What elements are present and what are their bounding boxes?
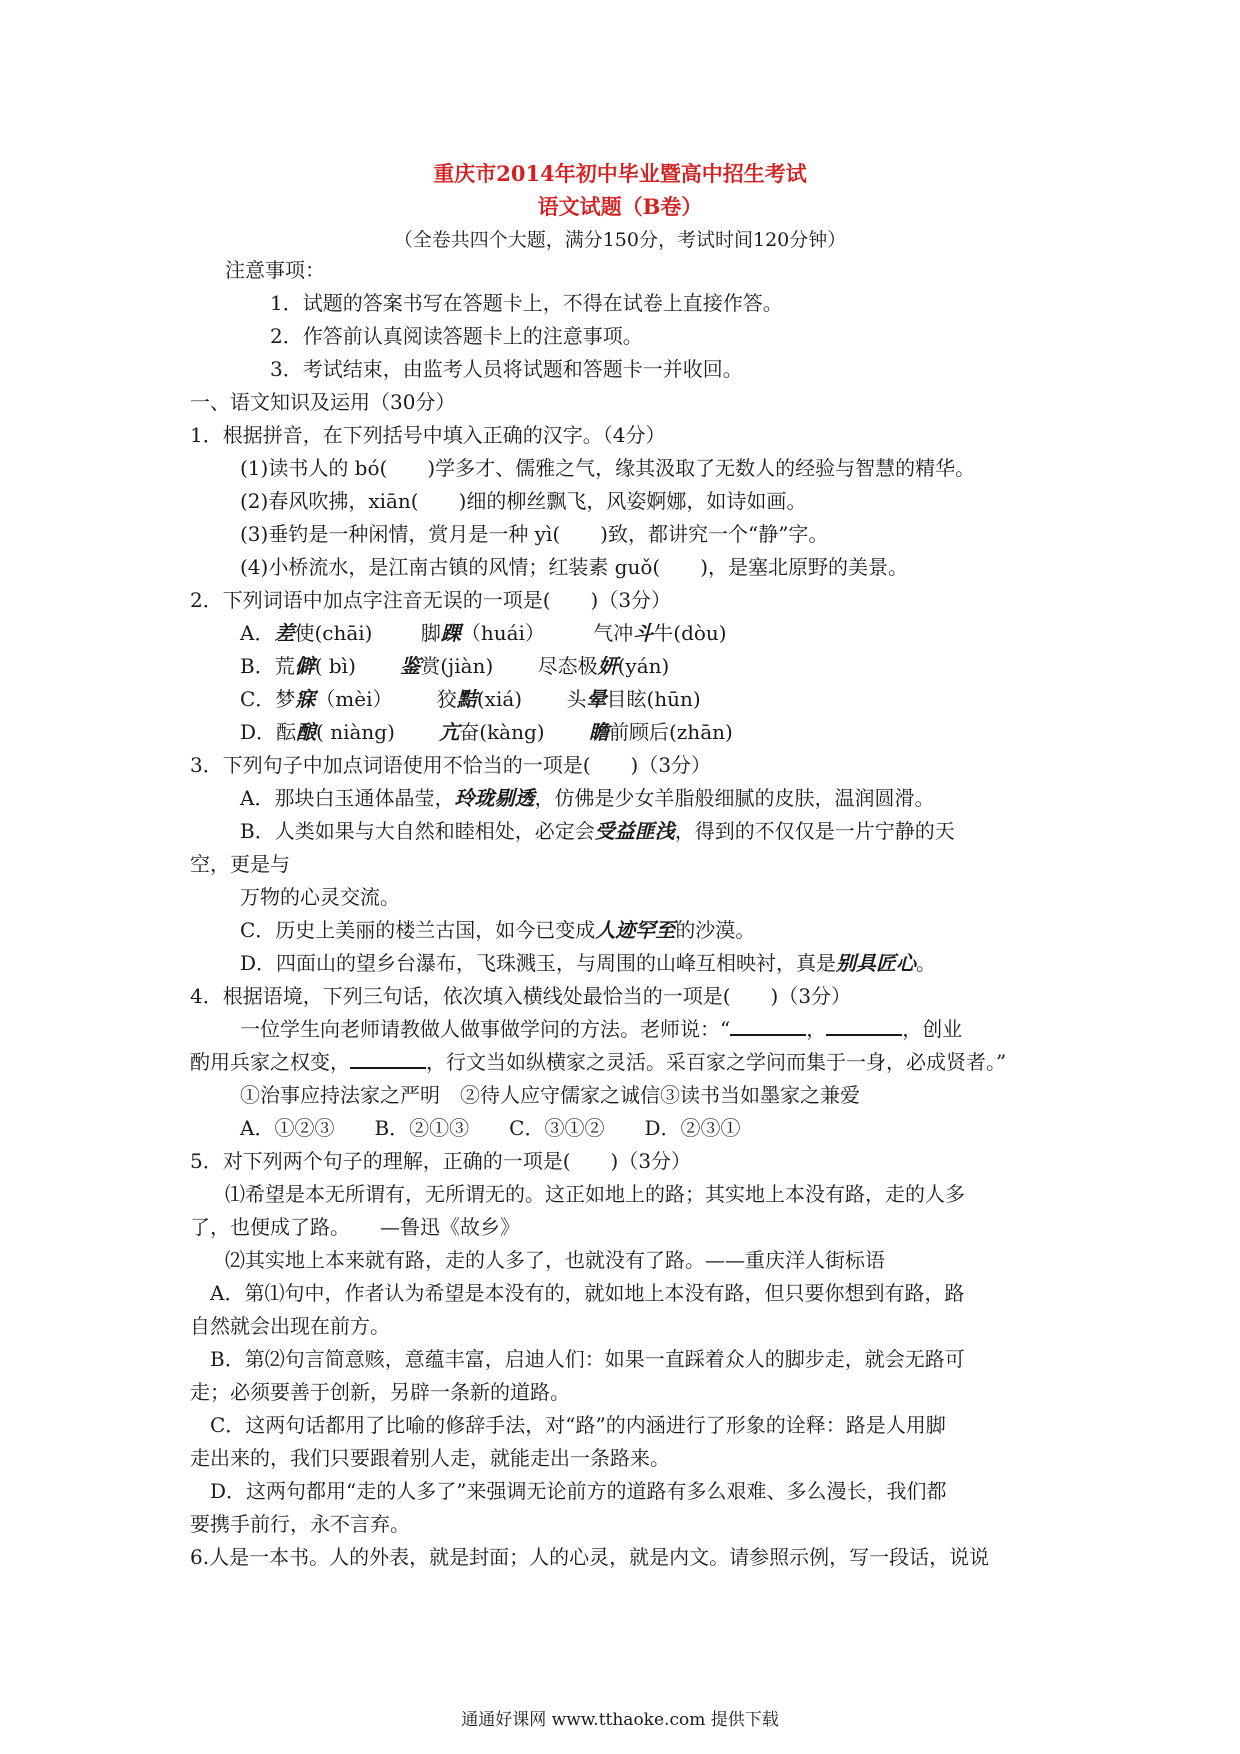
section-heading: 一、语文知识及运用（30分） [190,390,456,414]
q2-option-c: C．梦寐（mèi） 狡黠(xiá) 头晕目眩(hūn) [240,687,701,711]
q1-item: (2)春风吹拂，xiān( )细的柳丝飘飞，风姿婀娜，如诗如画。 [240,489,807,513]
footer-text: 通通好课网 www.tthaoke.com 提供下载 [461,1710,779,1730]
q3-option-d: D．四面山的望乡台瀑布，飞珠溅玉，与周围的山峰互相映衬，真是别具匠心。 [240,951,937,975]
q4-passage: 一位学生向老师请教做人做事做学问的方法。老师说：“ ， ，创业 [240,1017,963,1041]
q4-choices: ①治事应持法家之严明 ②待人应守儒家之诚信③读书当如墨家之兼爱 [240,1083,860,1107]
notice-heading: 注意事项： [225,258,325,282]
q2-stem: 2．下列词语中加点字注音无误的一项是( )（3分） [190,588,672,612]
q1-item: (1)读书人的 bó( )学多才、儒雅之气，缘其汲取了无数人的经验与智慧的精华。 [240,456,976,480]
q5-option-a-cont: 自然就会出现在前方。 [190,1314,390,1338]
q5-option-c-cont: 走出来的，我们只要跟着别人走，就能走出一条路来。 [190,1446,670,1470]
q3-option-b-cont2: 万物的心灵交流。 [240,885,400,909]
blank-line[interactable] [350,1049,426,1069]
exam-subtitle: 语文试题（B卷） [537,194,703,219]
q5-option-d-cont: 要携手前行，永不言弃。 [190,1512,410,1536]
q3-option-a: A．那块白玉通体晶莹，玲珑剔透，仿佛是少女羊脂般细腻的皮肤，温润圆滑。 [240,786,935,810]
q4-options: A．①②③ B．②①③ C．③①② D．②③① [240,1116,741,1140]
q3-option-b: B．人类如果与大自然和睦相处，必定会受益匪浅，得到的不仅仅是一片宁静的天 [240,819,955,843]
q2-option-b: B．荒僻( bì) 鉴赏(jiàn) 尽态极妍(yán) [240,654,670,678]
q5-option-b: B．第⑵句言简意赅，意蕴丰富，启迪人们：如果一直踩着众人的脚步走，就会无路可 [210,1347,965,1371]
q5-option-d: D．这两句都用“走的人多了”来强调无论前方的道路有多么艰难、多么漫长，我们都 [210,1479,947,1503]
q6-stem: 6.人是一本书。人的外表，就是封面；人的心灵，就是内文。请参照示例，写一段话，说说 [190,1545,990,1569]
q4-passage-cont: 酌用兵家之权变， ，行文当如纵横家之灵活。采百家之学问而集于一身，必成贤者。” [190,1050,1007,1074]
notice-item: 2．作答前认真阅读答题卡上的注意事项。 [270,324,643,348]
blank-line[interactable] [730,1016,806,1036]
q5-sentence-cont: 了，也便成了路。 —鲁迅《故乡》 [190,1215,520,1239]
q3-stem: 3．下列句子中加点词语使用不恰当的一项是( )（3分） [190,753,712,777]
blank-line[interactable] [826,1016,902,1036]
q3-option-b-cont: 空，更是与 [190,852,290,876]
q2-option-a: A．差使(chāi) 脚踝（huái） 气冲斗牛(dòu) [240,621,727,645]
q5-option-b-cont: 走；必须要善于创新，另辟一条新的道路。 [190,1380,570,1404]
q1-stem: 1．根据拼音，在下列括号中填入正确的汉字。（4分） [190,423,666,447]
q5-option-a: A．第⑴句中，作者认为希望是本没有的，就如地上本没有路，但只要你想到有路，路 [210,1281,965,1305]
q1-item: (3)垂钓是一种闲情，赏月是一种 yì( )致，都讲究一个“静”字。 [240,522,829,546]
q5-stem: 5．对下列两个句子的理解，正确的一项是( )（3分） [190,1149,692,1173]
q5-option-c: C．这两句话都用了比喻的修辞手法，对“路”的内涵进行了形象的诠释：路是人用脚 [210,1413,946,1437]
exam-title: 重庆市2014年初中毕业暨高中招生考试 [433,161,807,186]
notice-item: 3．考试结束，由监考人员将试题和答题卡一并收回。 [270,357,743,381]
q1-item: (4)小桥流水，是江南古镇的风情；红装素 guǒ( )，是塞北原野的美景。 [240,555,909,579]
q5-sentence: ⑴希望是本无所谓有，无所谓无的。这正如地上的路；其实地上本没有路，走的人多 [225,1182,965,1206]
notice-item: 1．试题的答案书写在答题卡上，不得在试卷上直接作答。 [270,291,783,315]
q3-option-c: C．历史上美丽的楼兰古国，如今已变成人迹罕至的沙漠。 [240,918,756,942]
q4-stem: 4．根据语境，下列三句话，依次填入横线处最恰当的一项是( )（3分） [190,984,852,1008]
exam-info: （全卷共四个大题，满分150分，考试时间120分钟） [393,229,847,251]
q5-sentence: ⑵其实地上本来就有路，走的人多了，也就没有了路。——重庆洋人街标语 [225,1248,885,1272]
q2-option-d: D．酝酿( niàng) 亢奋(kàng) 瞻前顾后(zhān) [240,720,733,744]
